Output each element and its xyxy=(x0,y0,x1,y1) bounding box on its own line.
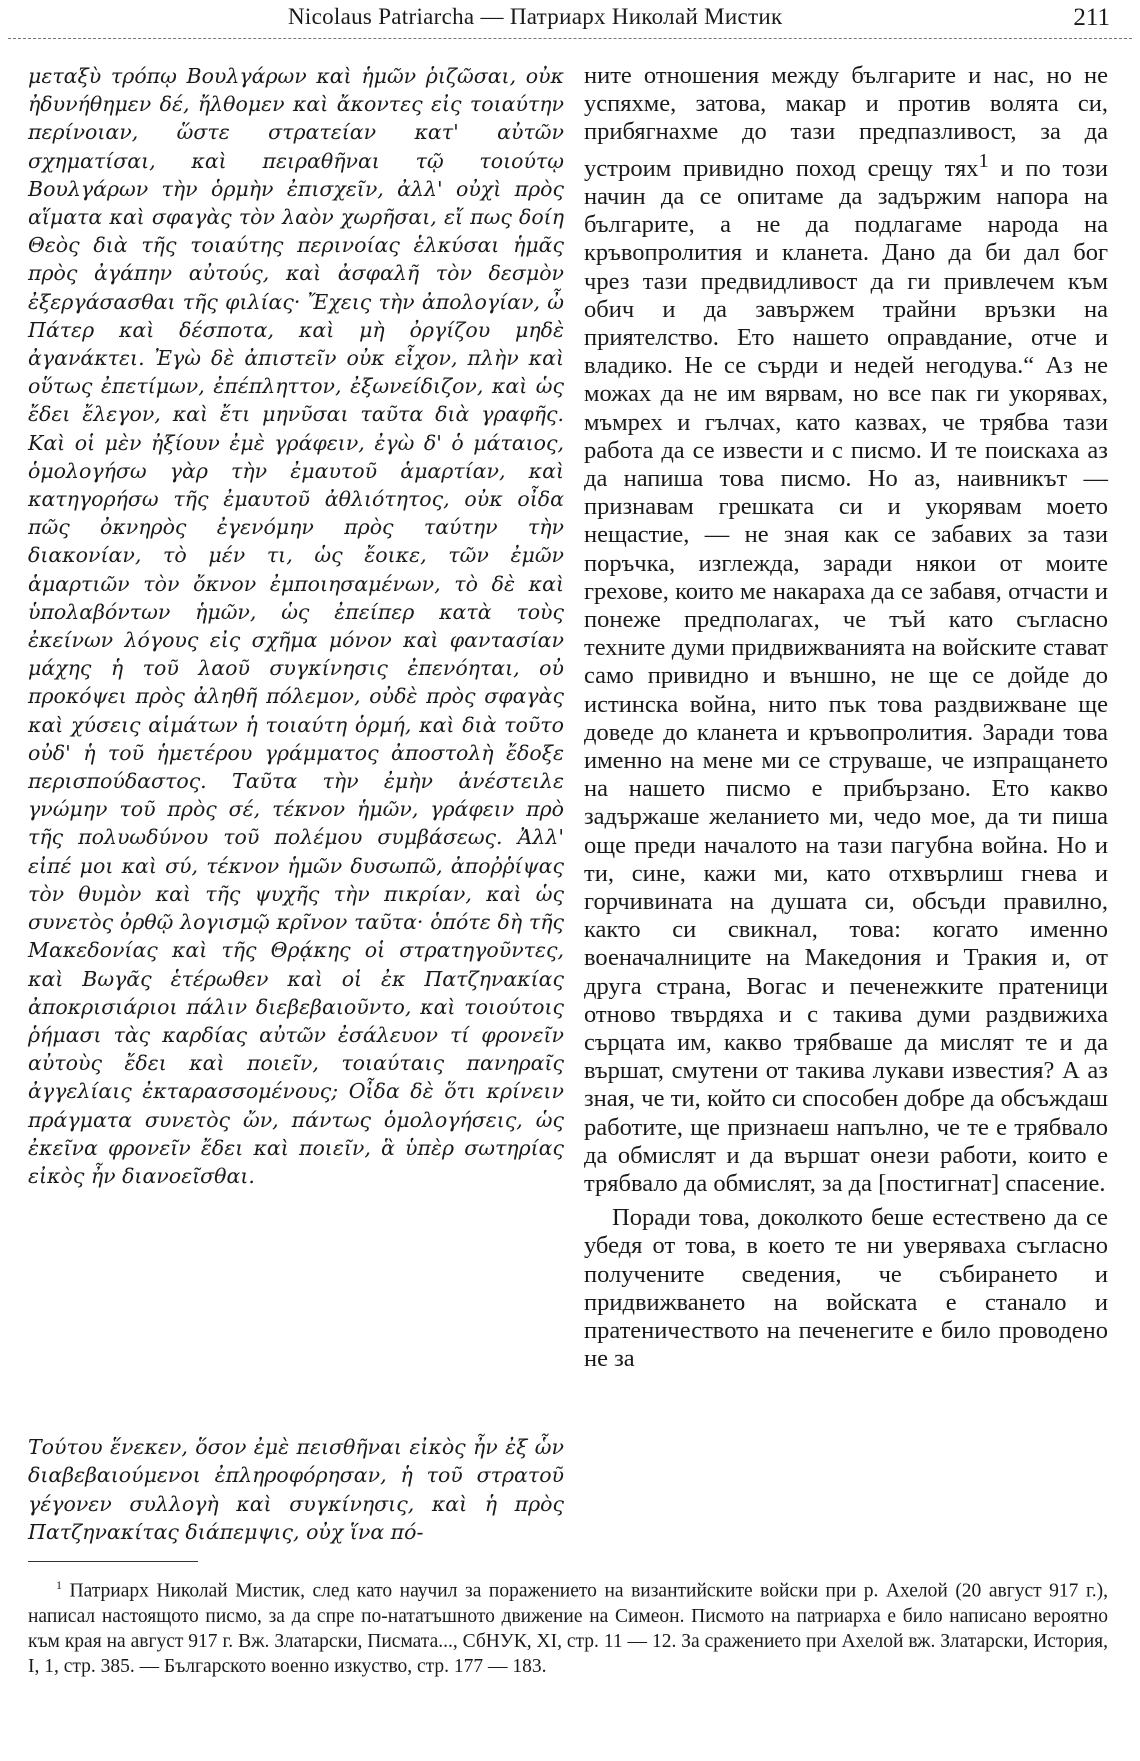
bulgarian-paragraph-1-start: ните отношения между българите и нас, но не успяхме, затова, макар и против волята си, прибягнахме до тази предпазливост, за да устроим привидно поход срещу тях xyxy=(584,62,1108,182)
greek-text-column xyxy=(28,62,564,1546)
bulgarian-paragraph-2: Поради това, доколкото беше естествено да се убедя от това, в което те ни уверяваха съгласно получените сведения, че събирането и придвижването на войската е станало и пратеничеството на печенегите е било проводено не за xyxy=(584,1204,1108,1373)
bulgarian-paragraph-1 xyxy=(584,62,1108,1198)
page-number: 211 xyxy=(1073,4,1110,31)
bulgarian-translation-column xyxy=(584,62,1108,1374)
footnote-marker: 1 xyxy=(56,1578,62,1592)
bulgarian-paragraph-1-rest: и по този начин да се опитаме да задържим напора на българите, а не да подлагаме народа на кръвопролития и кланета. Дано да би дал бог чрез тази предвидливост да ги привлечем към обич и да завържем трайни връзки на приятелство. Ето нашето оправдание, отче и владико. Не се сърди и недей негодува.“ Аз не можах да не им вярвам, но все пак ги укорявах, мъмрех и гълчах, като казвах, че трябва тази работа да се извести и с писмо. И те поискаха аз да напиша това писмо. Но аз, наивникът — признавам грешката си и укорявам моето нещастие, — не зная как се забавих за тази поръчка, изглежда, заради някои от моите грехове, които ме накараха да се забавя, отчасти и понеже предполагах, че тъй като съгласно техните думи придвижванията на войските стават само привидно и външно, не ще се дойде до истинска война, нито пък това раздвижване ще доведе до кланета и кръвопролития. Заради това именно на мене ми се струваше, че изпращането на нашето писмо е прибързано. Ето какво задържаше желанието ми, чедо мое, да ти пиша още преди началото на тази пагубна война. Но и ти, сине, кажи ми, като отхвърлиш гнева и горчивината на душата си, обсъди правилно, както си свикнал, това: когато именно военачалниците на Македония и Тракия и, от друга страна, Вогас и печенежките пратеници отново твърдяха и с такива думи раздвижиха сърцата им, какво трябваше да мислят те и да вършат, смутени от такива лукави известия? А аз зная, че ти, който си способен добре да обсъждаш работите, ще признаеш напълно, че те е трябвало да обмислят и да вършат онези работи, които е трябвало да обмислят, за да [постигнат] спасение. xyxy=(584,154,1108,1198)
footnote-text xyxy=(28,1573,1108,1679)
footnote-reference[interactable]: 1 xyxy=(978,149,989,172)
running-title: Nicolaus Patriarcha — Патриарх Николай Мистик xyxy=(288,4,783,29)
header-rule xyxy=(8,38,1132,39)
footnote xyxy=(28,1573,1108,1679)
footnote-rule xyxy=(28,1561,198,1562)
footnote-body: Патриарх Николай Мистик, след като научил за поражението на византийските войски при р. Ахелой (20 август 917 г.), написал настоящото писмо, за да спре по-нататъшното движение на Симеон. Писмото на патриарха е било написано вероятно към края на август 917 г. Вж. Златарски, Писмата..., СбНУК, XI, стр. 11 — 12. За сражението при Ахелой вж. Златарски, История, I, 1, стр. 385. — Българското военно изкуство, стр. 177 — 183. xyxy=(28,1580,1108,1677)
greek-paragraph-2: Τούτου ἕνεκεν, ὅσον ἐμὲ πεισθῆναι εἰκὸς ἦν ἐξ ὧν διαβεβαιούμενοι ἐπληροφόρησαν, ἡ τοῦ στρατοῦ γέγονεν συλλογὴ καὶ συγκίνησις, καὶ ἡ πρὸς Πατζηνακίτας διάπεμψις, οὐχ ἵνα πό- xyxy=(28,1435,564,1544)
greek-paragraph-1: μεταξὺ τρόπῳ Βουλγάρων καὶ ἡμῶν ῥιζῶσαι, οὐκ ἠδυνήθημεν δέ, ἤλθομεν καὶ ἄκοντες εἰς τοιαύτην περίνοιαν, ὥστε στρατείαν κατ' αὐτῶν σχηματίσαι, καὶ πειραθῆναι τῷ τοιούτῳ Βουλγάρων τὴν ὁρμὴν ἐπισχεῖν, ἀλλ' οὐχὶ πρὸς αἵματα καὶ σφαγὰς τὸν λαὸν χωρῆσαι, εἴ πως δοίη Θεὸς διὰ τῆς τοιαύτης περινοίας ἑλκύσαι ἡμᾶς πρὸς ἀγάπην αὐτούς, καὶ ἀσφαλῆ τὸν δεσμὸν ἐξεργάσασθαι τῆς φιλίας· Ἔχεις τὴν ἀπολογίαν, ὦ Πάτερ καὶ δέσποτα, καὶ μὴ ὀργίζου μηδὲ ἀγανάκτει. Ἐγὼ δὲ ἀπιστεῖν οὐκ εἶχον, πλὴν καὶ οὕτως ἐπετίμων, ἐπέπληττον, ἐξωνείδιζον, καὶ ὡς ἔδει ἔλεγον, καὶ ἔτι μηνῦσαι ταῦτα διὰ γραφῆς. Καὶ οἱ μὲν ἠξίουν ἐμὲ γράφειν, ἐγὼ δ' ὁ μάταιος, ὁμολογήσω γὰρ τὴν ἐμαυτοῦ ἁμαρτίαν, καὶ κατηγορήσω τῆς ἐμαυτοῦ ἀθλιότητος, οὐκ οἶδα πῶς ὀκνηρὸς ἐγενόμην πρὸς ταύτην τὴν διακονίαν, τὸ μέν τι, ὡς ἔοικε, τῶν ἐμῶν ἁμαρτιῶν τὸν ὄκνον ἐμποιησαμένων, τὸ δὲ καὶ ὑπολαβόντων ἡμῶν, ὡς ἐπείπερ κατὰ τοὺς ἐκείνων λόγους εἰς σχῆμα μόνον καὶ φαντασίαν μάχης ἡ τοῦ λαοῦ συγκίνησις ἐπενόηται, οὐ προκόψει πρὸς ἀληθῆ πόλεμον, οὐδὲ πρὸς σφαγὰς καὶ χύσεις αἱμάτων ἡ τοιαύτη ὁρμή, καὶ διὰ τοῦτο οὐδ' ἡ τοῦ ἡμετέρου γράμματος ἀποστολὴ ἔδοξε περισπούδαστος. Ταῦτα τὴν ἐμὴν ἀνέστειλε γνώμην τοῦ πρὸς σέ, τέκνον ἡμῶν, γράφειν πρὸ τῆς πολυωδύνου τοῦ πολέμου συμβάσεως. Ἀλλ' εἰπέ μοι καὶ σύ, τέκνον ἡμῶν δυσωπῶ, ἀποῤῥίψας τὸν θυμὸν καὶ τῆς ψυχῆς τὴν πικρίαν, καὶ ὡς συνετὸς ὀρθῷ λογισμῷ κρῖνον ταῦτα· ὁπότε δὴ τῆς Μακεδονίας καὶ τῆς Θρᾴκης οἱ στρατηγοῦντες, καὶ Βωγᾶς ἑτέρωθεν καὶ οἱ ἐκ Πατζηνακίας ἀποκρισιάριοι πάλιν διεβεβαιοῦντο, καὶ τοιούτοις ῥήμασι τὰς καρδίας αὐτῶν ἐσάλευον τί φρονεῖν αὐτοὺς ἔδει καὶ ποιεῖν, τοιαύταις πανηραῖς ἀγγελίαις ἐκταρασσομένους; Οἶδα δὲ ὅτι κρίνειν πράγματα συνετὸς ὤν, πάντως ὁμολογήσεις, ὡς ἐκεῖνα φρονεῖν ἔδει καὶ ποιεῖν, ἃ ὑπὲρ σωτηρίας εἰκὸς ἦν διανοεῖσθαι. xyxy=(28,64,564,1188)
running-header xyxy=(0,4,1140,34)
